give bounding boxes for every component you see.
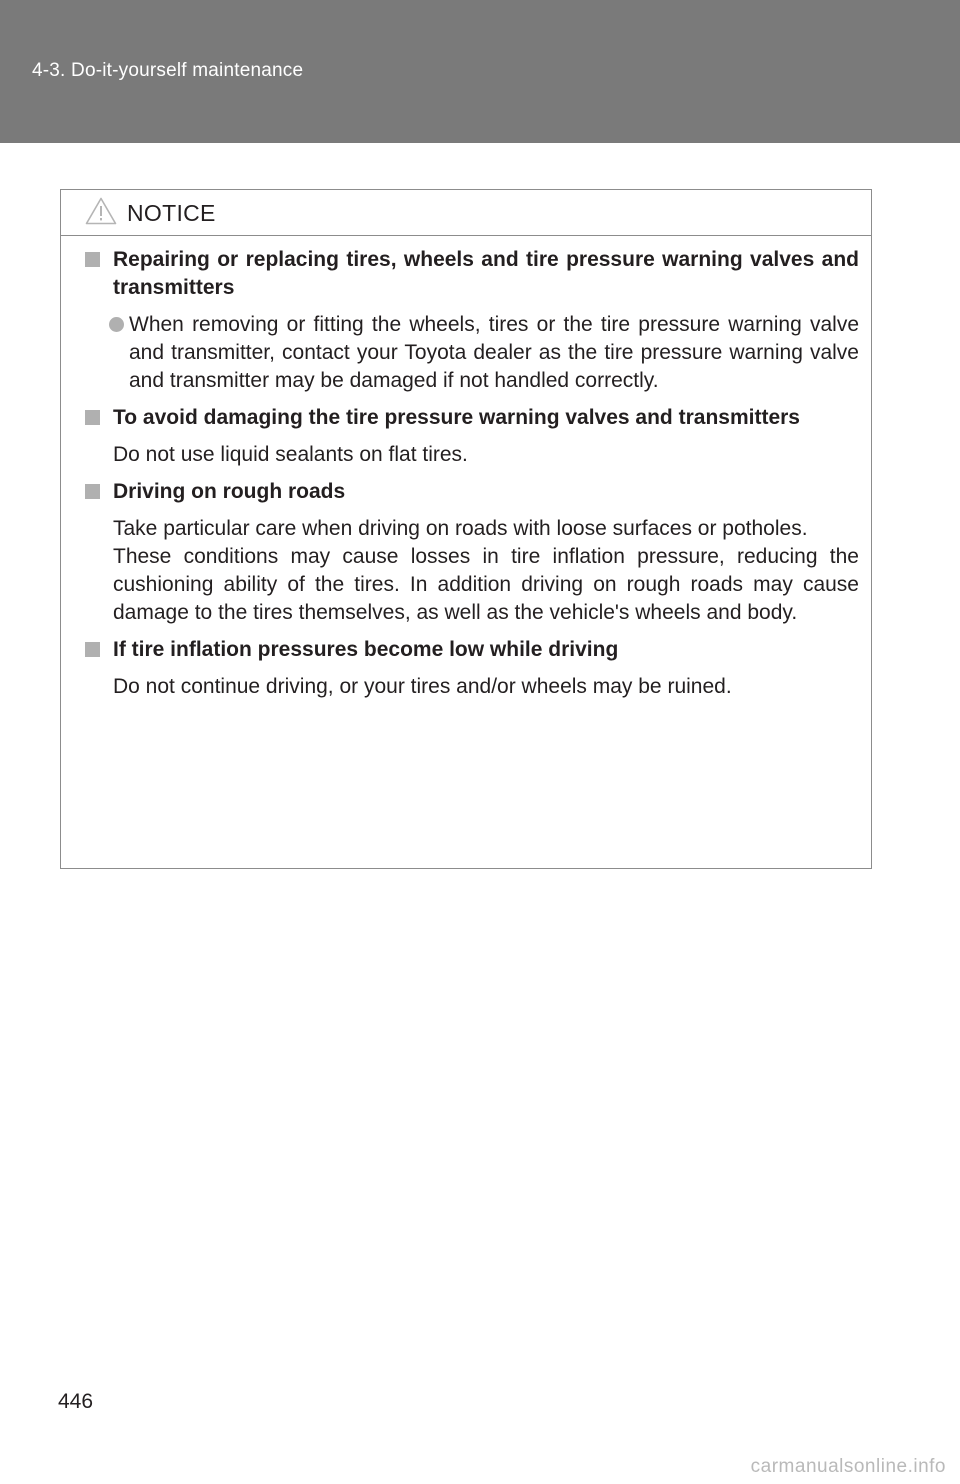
header-band (0, 0, 960, 143)
list-item (85, 311, 859, 395)
page-number: 446 (58, 1390, 94, 1413)
item-heading (85, 246, 859, 302)
item-heading-text: To avoid damaging the tire pressure warning valves and transmitters (113, 406, 800, 429)
paragraph: Take particular care when driving on roads with loose surfaces or potholes. (113, 517, 808, 540)
notice-title: NOTICE (127, 200, 216, 226)
watermark: carmanualsonline.info (750, 1456, 946, 1477)
paragraph: Do not continue driving, or your tires and/or wheels may be ruined. (113, 675, 732, 698)
item-heading (85, 478, 859, 506)
notice-body (61, 236, 871, 701)
item-heading-text: If tire inflation pressures become low while driving (113, 638, 619, 661)
warning-triangle-icon (85, 197, 117, 225)
item-heading (85, 404, 859, 432)
paragraph: Do not use liquid sealants on flat tires. (113, 443, 468, 466)
square-bullet-icon (85, 252, 100, 267)
square-bullet-icon (85, 410, 100, 425)
notice-header (61, 190, 871, 236)
square-bullet-icon (85, 642, 100, 657)
notice-box (60, 189, 872, 869)
item-heading-text: Driving on rough roads (113, 480, 346, 503)
square-bullet-icon (85, 484, 100, 499)
item-heading (85, 636, 859, 664)
section-title: 4-3. Do-it-yourself maintenance (32, 60, 304, 81)
circle-bullet-icon (109, 317, 124, 332)
list-item-text: When removing or fitting the wheels, tires or the tire pressure warning valve and transmitter, contact your Toyota dealer as the tire pressure warning valve and transmitter may be damaged if not handled correctly. (129, 313, 859, 392)
item-heading-text: Repairing or replacing tires, wheels and tire pressure warning valves and transmitters (113, 248, 859, 299)
paragraph: These conditions may cause losses in tire inflation pressure, reducing the cushioning ability of the tires. In addition driving on rough roads may cause damage to the tires themselves, as well as the vehicle's wheels and body. (113, 545, 859, 624)
